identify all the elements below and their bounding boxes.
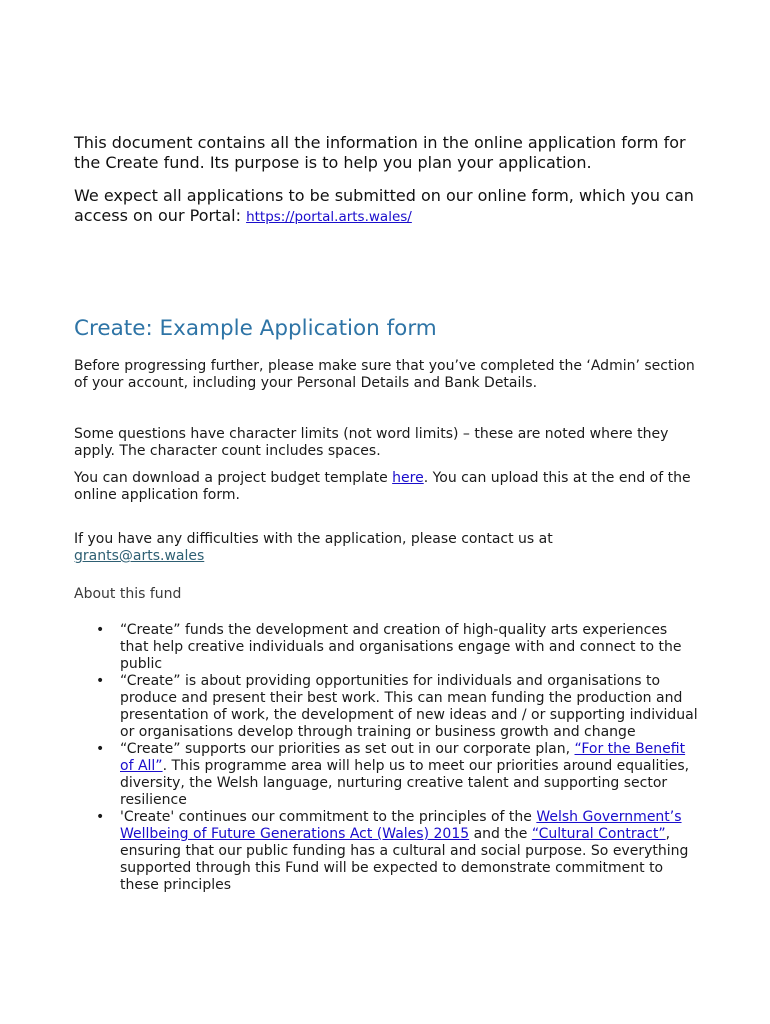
grants-email-link[interactable]: grants@arts.wales (74, 548, 205, 564)
character-limits-text: Some questions have character limits (not word limits) – these are noted where they apply. The character count includes spaces. (74, 426, 669, 459)
about-fund-heading: About this fund (74, 586, 182, 602)
contact-paragraph (74, 531, 594, 565)
wellbeing-act-link[interactable]: Welsh Government’s Wellbeing of Future Generations Act (Wales) 2015 (120, 809, 682, 842)
budget-template-paragraph (74, 470, 699, 504)
intro-paragraph: This document contains all the information in the online application form for the Create fund. Its purpose is to help you plan your application. (74, 133, 686, 172)
about-fund-list (74, 622, 699, 894)
list-item-text-after: , ensuring that our public funding has a cultural and social purpose. So everything supported through this Fund will be expected to demonstrate commitment to these principles (120, 826, 689, 893)
list-item-text: “Create” is about providing opportunities for individuals and organisations to produce and present their best work. This can mean funding the production and presentation of work, the development of new ideas and / or supporting individual or organisations develop through training or business growth and change (120, 673, 698, 740)
budget-template-link[interactable]: here (392, 470, 424, 486)
corporate-plan-link[interactable]: “For the Benefit of All” (120, 741, 686, 774)
budget-template-text-after: . You can upload this at the end of the online application form. (74, 470, 691, 503)
list-item-text-middle: and the (469, 826, 532, 842)
intro-section (74, 133, 699, 240)
portal-paragraph (74, 186, 699, 227)
budget-template-text-before: You can download a project budget template (74, 470, 393, 486)
list-item (74, 809, 699, 894)
list-item (74, 741, 699, 809)
character-limits-note (74, 426, 699, 460)
cultural-contract-link[interactable]: “Cultural Contract” (531, 826, 666, 842)
admin-note-text: Before progressing further, please make sure that you’ve completed the ‘Admin’ section of your account, including your Personal Details and Bank Details. (74, 358, 695, 391)
bullet-icon: • (96, 673, 105, 689)
contact-note (74, 531, 594, 565)
bullet-icon: • (96, 741, 105, 757)
contact-text: If you have any difficulties with the application, please contact us at (74, 531, 553, 547)
list-item (74, 673, 699, 741)
list-item (74, 622, 699, 673)
portal-link[interactable]: https://portal.arts.wales/ (246, 209, 412, 225)
portal-paragraph-text: We expect all applications to be submitted on our online form, which you can access on our Portal: (74, 186, 694, 225)
list-item-text-after: . This programme area will help us to meet our priorities around equalities, diversity, the Welsh language, nurturing creative talent and supporting sector resilience (120, 758, 690, 808)
list-item-text-before: “Create” supports our priorities as set out in our corporate plan, (120, 741, 575, 757)
bullet-icon: • (96, 622, 105, 638)
list-item-text: “Create” funds the development and creation of high-quality arts experiences that help creative individuals and organisations engage with and connect to the public (120, 622, 682, 672)
page-title: Create: Example Application form (74, 316, 437, 341)
budget-template-note (74, 470, 699, 504)
list-item-text-before: 'Create' continues our commitment to the principles of the (120, 809, 537, 825)
bullet-icon: • (96, 809, 105, 825)
admin-note (74, 358, 699, 392)
